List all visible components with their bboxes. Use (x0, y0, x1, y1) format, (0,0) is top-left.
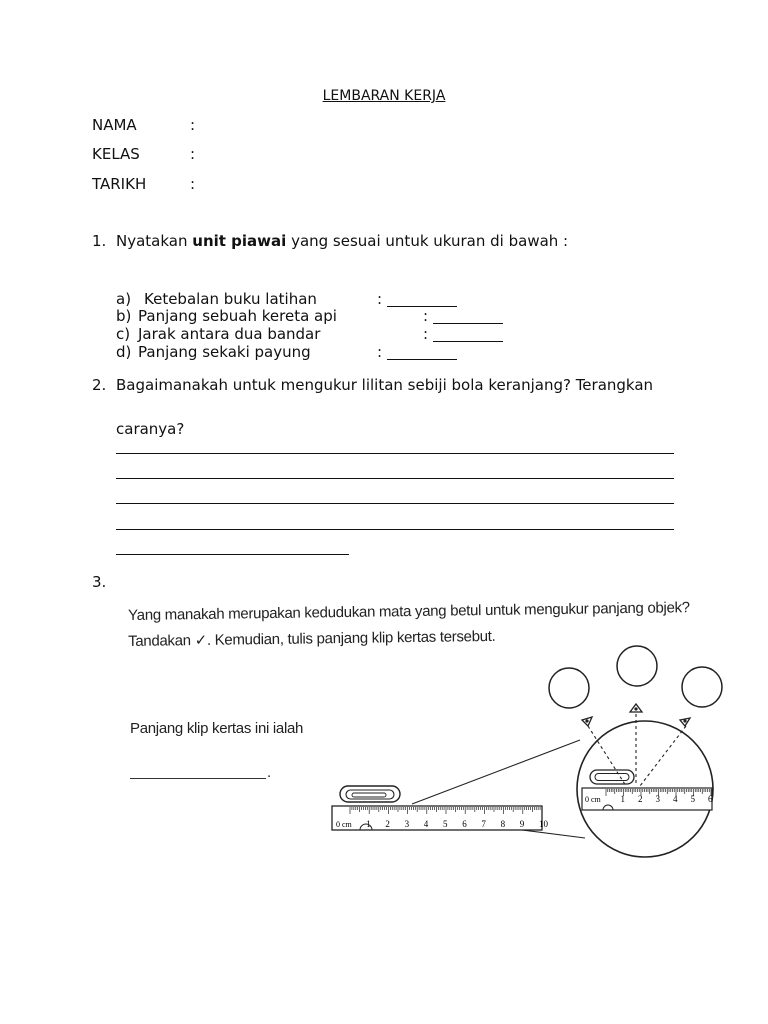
q2-text-line1: Bagaimanakah untuk mengukur lilitan sebiji bola keranjang? Terangkan (116, 376, 654, 394)
q1-text: Nyatakan unit piawai yang sesuai untuk ukuran di bawah : (116, 232, 569, 250)
main-ruler-number: 1 (366, 819, 371, 829)
q2-answer-line-3[interactable] (116, 503, 674, 504)
page-title: LEMBARAN KERJA (322, 88, 446, 104)
zoom-line-top (412, 740, 580, 804)
main-ruler-number: 9 (519, 819, 525, 829)
main-ruler-number: 3 (404, 819, 410, 829)
main-ruler-number: 4 (423, 819, 429, 829)
q1-item-c-text: Jarak antara dua bandar (138, 325, 321, 343)
q1-item-d-text: Panjang sekaki payung (138, 343, 311, 361)
main-ruler-number: 6 (462, 819, 467, 829)
q3-measurement-diagram (320, 636, 730, 876)
q1-item-b-colon: : (423, 307, 429, 325)
q2-answer-line-5[interactable] (116, 554, 349, 555)
zoom-ruler-number: 1 (620, 794, 625, 804)
zoom-ruler-unit: 0 cm (585, 795, 601, 804)
eye-icon-right (680, 718, 690, 726)
field-name-label: NAMA (92, 116, 137, 134)
field-class-colon: : (190, 145, 196, 163)
q3-prompt-line2: Tandakan ✓. Kemudian, tulis panjang klip kertas tersebut. (128, 627, 496, 650)
q1-item-d-answer-line[interactable] (387, 359, 457, 360)
main-ruler-number: 8 (500, 819, 506, 829)
q1-item-c-colon: : (423, 325, 429, 343)
q2-answer-line-4[interactable] (116, 529, 674, 530)
eye-position-center-circle[interactable] (617, 646, 657, 686)
q3-number: 3. (92, 573, 107, 591)
field-class-label: KELAS (92, 145, 140, 163)
q2-answer-line-1[interactable] (116, 453, 674, 454)
q1-item-a-answer-line[interactable] (387, 306, 457, 307)
q1-item-b-text: Panjang sebuah kereta api (138, 307, 337, 325)
q2-text-line2: caranya? (116, 420, 185, 438)
main-ruler-unit: 0 cm (336, 820, 352, 829)
q3-prompt-line1: Yang manakah merupakan kedudukan mata yang betul untuk mengukur panjang objek? (128, 599, 690, 624)
eye-icon-left (582, 717, 592, 726)
eye-icon-center (630, 704, 642, 712)
q3-answer-label: Panjang klip kertas ini ialah (130, 720, 304, 737)
eye-position-right-circle[interactable] (682, 667, 722, 707)
zoom-ruler (582, 788, 713, 810)
main-ruler-number: 10 (539, 819, 548, 829)
q1-item-b-letter: b) (116, 307, 132, 325)
zoom-ruler-number: 6 (708, 794, 713, 804)
q1-item-d-colon: : (377, 343, 383, 361)
field-date-label: TARIKH (92, 175, 147, 193)
q1-item-a-letter: a) (116, 290, 132, 308)
eye-position-left-circle[interactable] (549, 668, 589, 708)
q3-answer-period: . (267, 764, 272, 781)
q1-item-a-colon: : (377, 290, 383, 308)
zoom-ruler-number: 4 (673, 794, 678, 804)
zoom-ruler-number: 3 (655, 794, 660, 804)
zoom-ruler-number: 2 (638, 794, 643, 804)
field-date-colon: : (190, 175, 196, 193)
q1-item-a-text: Ketebalan buku latihan (144, 290, 317, 308)
zoom-ruler-number: 5 (690, 794, 695, 804)
main-ruler-number: 5 (443, 819, 448, 829)
main-ruler-number: 2 (385, 819, 390, 829)
q1-item-c-answer-line[interactable] (433, 341, 503, 342)
q2-answer-line-2[interactable] (116, 478, 674, 479)
q1-item-c-letter: c) (116, 325, 131, 343)
q1-number: 1. (92, 232, 107, 250)
main-ruler-number: 7 (481, 819, 486, 829)
paper-clip-icon (340, 786, 400, 802)
q1-bold-term: unit piawai (192, 232, 287, 250)
q1-item-d-letter: d) (116, 343, 132, 361)
field-name-colon: : (190, 116, 196, 134)
q3-answer-line[interactable] (130, 778, 266, 779)
q1-item-b-answer-line[interactable] (433, 323, 503, 324)
q2-number: 2. (92, 376, 107, 394)
